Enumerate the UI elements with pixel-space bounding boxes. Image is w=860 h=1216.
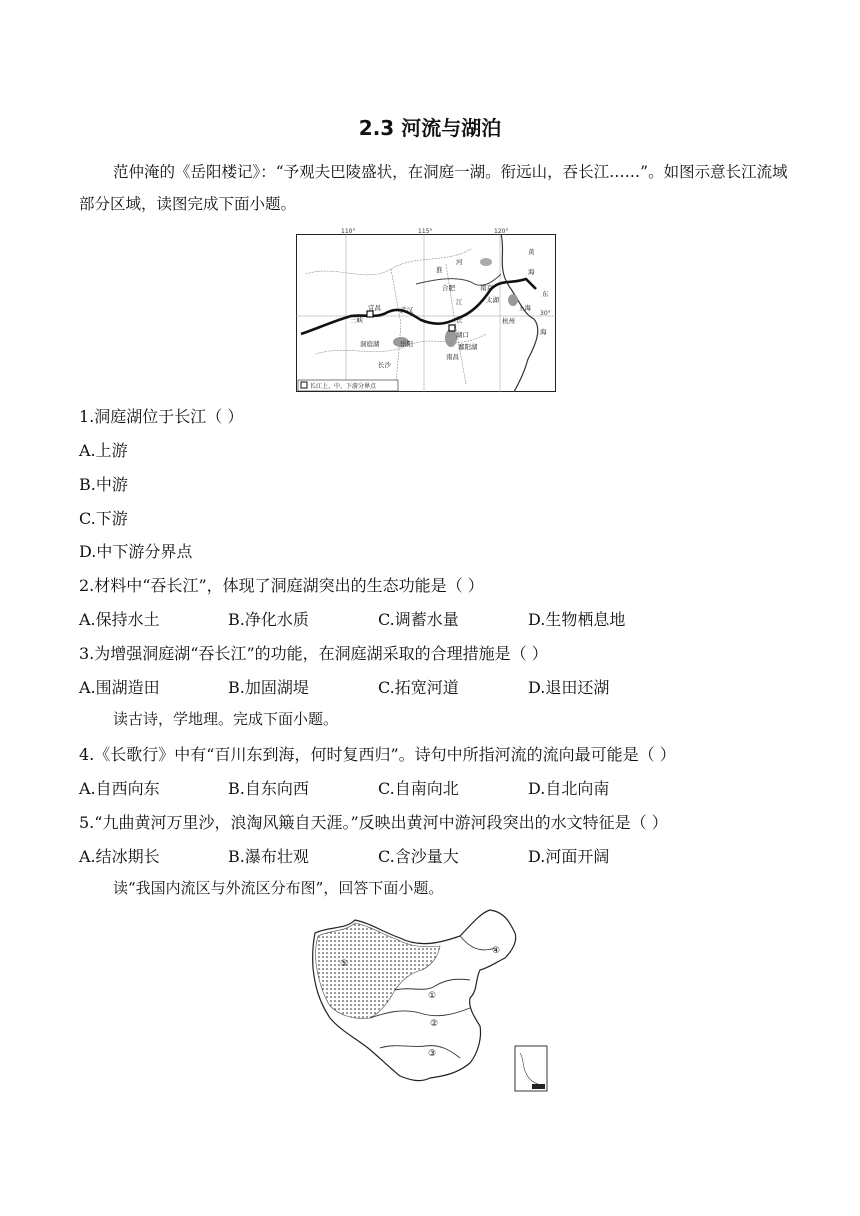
yangtze-basin-map	[296, 228, 556, 392]
label-poyang: 鄱阳湖	[458, 343, 478, 351]
label-nanjing: 南京	[480, 284, 493, 292]
label-chang: 长	[456, 316, 463, 324]
q1-option-a: A.上游	[79, 441, 128, 460]
q3-option-d: D.退田还湖	[528, 678, 610, 697]
q1-option-b: B.中游	[79, 475, 128, 494]
q3-option-a: A.围湖造田	[79, 678, 160, 697]
q1-stem: 1.洞庭湖位于长江（ ）	[79, 407, 244, 426]
q3-option-b: B.加固湖堤	[228, 678, 309, 697]
lon-label-110: 110°	[341, 228, 356, 235]
label-hangzhou: 杭州	[502, 317, 515, 325]
label-wuhan: 武汉	[400, 306, 413, 314]
label-hefei: 合肥	[442, 284, 455, 292]
q3-option-c: C.拓宽河道	[378, 678, 459, 697]
label-sanxia: 三峡	[350, 316, 363, 324]
lon-label-120: 120°	[494, 228, 509, 235]
intro-paragraph: 范仲淹的《岳阳楼记》：“予观夫巴陵盛状，在洞庭一湖。衔远山，吞长江……”。如图示意长江流域部分区域，读图完成下面小题。	[79, 163, 788, 213]
marker-2: ②	[430, 1019, 439, 1029]
page-title: 2.3 河流与湖泊	[358, 116, 502, 140]
q5-option-b: B.瀑布壮观	[228, 847, 309, 866]
label-taihu: 太湖	[486, 296, 499, 304]
q5-option-c: C.含沙量大	[378, 847, 459, 866]
q2-option-d: D.生物栖息地	[528, 610, 626, 629]
q3-stem: 3.为增强洞庭湖“吞长江”的功能，在洞庭湖采取的合理措施是（ ）	[79, 644, 548, 663]
label-yueyang: 岳阳	[400, 340, 413, 348]
label-dongting: 洞庭湖	[360, 340, 380, 348]
marker-3: ③	[428, 1049, 437, 1059]
marker-5: ⑤	[340, 959, 349, 969]
intro-drainage-map: 读“我国内流区与外流区分布图”，回答下面小题。	[113, 879, 444, 897]
label-changsha: 长沙	[378, 361, 391, 369]
q2-stem: 2.材料中“吞长江”，体现了洞庭湖突出的生态功能是（ ）	[79, 576, 484, 595]
marker-4: ④	[492, 946, 501, 956]
label-dong: 东	[542, 290, 549, 298]
label-huai: 淮	[436, 266, 443, 274]
marker-1: ①	[428, 991, 437, 1001]
label-jiang: 江	[456, 298, 463, 306]
q2-option-a: A.保持水土	[79, 610, 160, 629]
label-huang: 黄	[528, 248, 535, 256]
label-nanchang: 南昌	[446, 353, 459, 361]
q2-option-b: B.净化水质	[228, 610, 309, 629]
intro-poems: 读古诗，学地理。完成下面小题。	[113, 710, 339, 728]
label-hai1: 海	[528, 268, 535, 276]
q5-option-d: D.河面开阔	[528, 847, 610, 866]
q2-option-c: C.调蓄水量	[378, 610, 459, 629]
q4-option-d: D.自北向南	[528, 779, 610, 798]
lon-label-115: 115°	[418, 228, 433, 235]
q4-option-a: A.自西向东	[79, 779, 160, 798]
china-drainage-map	[310, 908, 555, 1093]
label-shanghai: 上海	[518, 304, 531, 312]
q5-stem: 5.“九曲黄河万里沙，浪淘风簸自天涯。”反映出黄河中游河段突出的水文特征是（ ）	[79, 813, 668, 832]
lat-label-30: 30°	[540, 310, 551, 317]
label-yichang: 宜昌	[368, 304, 381, 312]
q1-option-c: C.下游	[79, 509, 128, 528]
q1-option-d: D.中下游分界点	[79, 542, 193, 561]
q5-option-a: A.结冰期长	[79, 847, 160, 866]
q4-option-b: B.自东向西	[228, 779, 309, 798]
label-he: 河	[456, 258, 463, 266]
map-legend: 长江上、中、下游分界点	[310, 383, 377, 390]
label-hai2: 海	[540, 328, 547, 336]
label-hukou: 湖口	[456, 331, 469, 339]
q4-option-c: C.自南向北	[378, 779, 459, 798]
q4-stem: 4.《长歌行》中有“百川东到海，何时复西归”。诗句中所指河流的流向最可能是（ ）	[79, 745, 676, 764]
